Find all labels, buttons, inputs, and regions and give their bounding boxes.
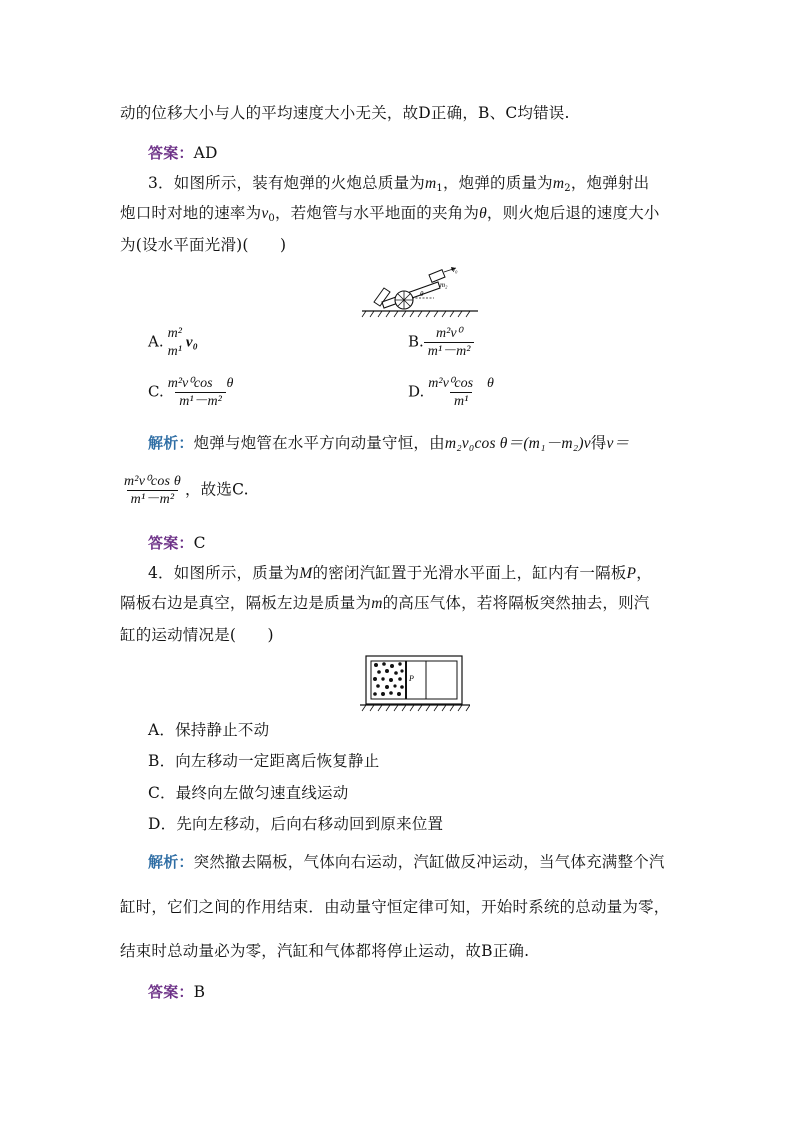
analysis-3-line-2: $\frac{\text{m²v⁰cos θ}}{\text{m¹－m²}}$ ，故选C. <box>124 474 249 507</box>
answer-label: 答案： <box>148 983 194 1001</box>
answer-value: C <box>193 534 206 552</box>
analysis-label: 解析： <box>148 853 194 871</box>
option-4a: A．保持静止不动 <box>148 721 270 739</box>
cylinder-figure <box>360 652 470 714</box>
question-3-line-2: 炮口时对地的速率为$v_0$，若炮管与水平地面的夹角为θ，则火炮后退的速度大小 <box>120 204 660 224</box>
option-4b: B．向左移动一定距离后恢复静止 <box>148 752 380 770</box>
analysis-4-line-1: 解析：突然撤去隔板，气体向右运动，汽缸做反冲运动，当气体充满整个汽 <box>148 853 665 871</box>
question-4-line-2: 隔板右边是真空，隔板左边是质量为m的高压气体，若将隔板突然抽去，则汽 <box>120 594 650 612</box>
text-line: 动的位移大小与人的平均速度大小无关，故D正确，B、C均错误. <box>120 104 570 122</box>
question-3-line-3: 为(设水平面光滑)( ) <box>120 236 287 254</box>
question-3-line-1: 3．如图所示，装有炮弹的火炮总质量为$m_1$，炮弹的质量为$m_2$，炮弹射出 <box>148 174 650 194</box>
question-4-line-3: 缸的运动情况是( ) <box>120 626 274 644</box>
answer-label: 答案： <box>148 534 194 552</box>
option-4c: C．最终向左做匀速直线运动 <box>148 784 349 802</box>
question-4-line-1: 4．如图所示，质量为M的密闭汽缸置于光滑水平面上，缸内有一隔板P， <box>148 564 652 582</box>
analysis-label: 解析： <box>148 434 194 452</box>
analysis-3-line-1: 解析：炮弹与炮管在水平方向动量守恒，由m₂v₀cos θ＝(m₁－m₂)v得v＝ <box>148 434 630 452</box>
answer-line <box>148 533 206 553</box>
answer-label: 答案： <box>148 144 194 162</box>
option-3b: B. $\frac{\text{m²v⁰}}{\text{m¹－m²}}$ <box>408 326 474 359</box>
analysis-4-line-3: 结束时总动量必为零，汽缸和气体都将停止运动，故B正确. <box>120 942 530 960</box>
analysis-4-line-2: 缸时，它们之间的作用结束．由动量守恒定律可知，开始时系统的总动量为零， <box>120 898 670 916</box>
m2-label: m₂ <box>440 281 448 289</box>
answer-value: B <box>193 983 206 1001</box>
answer-value: AD <box>193 144 218 162</box>
option-4d: D．先向左移动，后向右移动回到原来位置 <box>148 815 444 833</box>
option-3a: A. m² m¹ v₀ <box>148 326 198 359</box>
v0-label: v₀ <box>452 266 458 274</box>
option-3d: D. $\frac{\text{m²v⁰cos θ}}{\text{m¹}}$ <box>408 376 494 409</box>
cannon-figure <box>360 262 480 318</box>
option-3c: C. $\frac{\text{m²v⁰cos θ}}{\text{m¹－m²}}$ <box>148 376 234 409</box>
theta-label: θ <box>420 290 424 298</box>
partition-label: P <box>409 674 414 683</box>
answer-line <box>148 982 205 1002</box>
answer-line <box>148 143 218 163</box>
